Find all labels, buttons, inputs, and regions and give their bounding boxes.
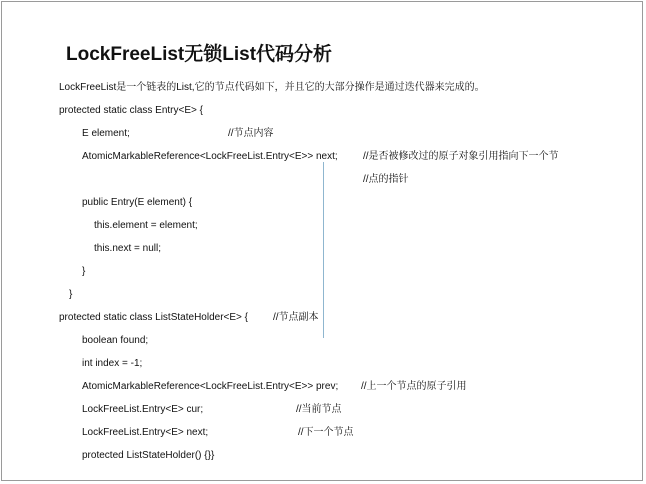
code-line-2: E element; [82, 128, 130, 139]
code-line-11: int index = -1; [82, 358, 143, 369]
code-comment-13: //当前节点 [296, 404, 342, 415]
code-line-4: public Entry(E element) { [82, 197, 193, 208]
code-line-6: this.next = null; [94, 243, 161, 254]
code-comment-14: //下一个节点 [298, 427, 354, 438]
code-line-14: LockFreeList.Entry<E> next; [82, 427, 209, 438]
slide [1, 1, 643, 481]
code-line-5: this.element = element; [94, 220, 198, 231]
code-line-13: LockFreeList.Entry<E> cur; [82, 404, 204, 415]
vertical-guide-line [323, 162, 324, 338]
code-line-1: protected static class Entry<E> { [59, 105, 203, 116]
slide-title: LockFreeList无锁List代码分析 [66, 44, 333, 65]
code-comment-3: //是否被修改过的原子对象引用指向下一个节 [363, 151, 559, 162]
code-comment-9: //节点副本 [273, 312, 319, 323]
code-comment-12: //上一个节点的原子引用 [361, 381, 467, 392]
code-comment-3-cont: //点的指针 [363, 174, 409, 185]
code-line-7: } [82, 266, 86, 277]
code-line-9: protected static class ListStateHolder<E> { [59, 312, 248, 323]
code-line-3: AtomicMarkableReference<LockFreeList.Entry<E>> next; [82, 151, 338, 162]
code-line-12: AtomicMarkableReference<LockFreeList.Entry<E>> prev; [82, 381, 339, 392]
intro-text: LockFreeList是一个链表的List,它的节点代码如下，并且它的大部分操作是通过迭代器来完成的。 [59, 82, 485, 93]
code-comment-2: //节点内容 [228, 128, 274, 139]
code-line-8: } [69, 289, 73, 300]
code-line-15: protected ListStateHolder() {}} [82, 450, 215, 461]
code-line-10: boolean found; [82, 335, 149, 346]
